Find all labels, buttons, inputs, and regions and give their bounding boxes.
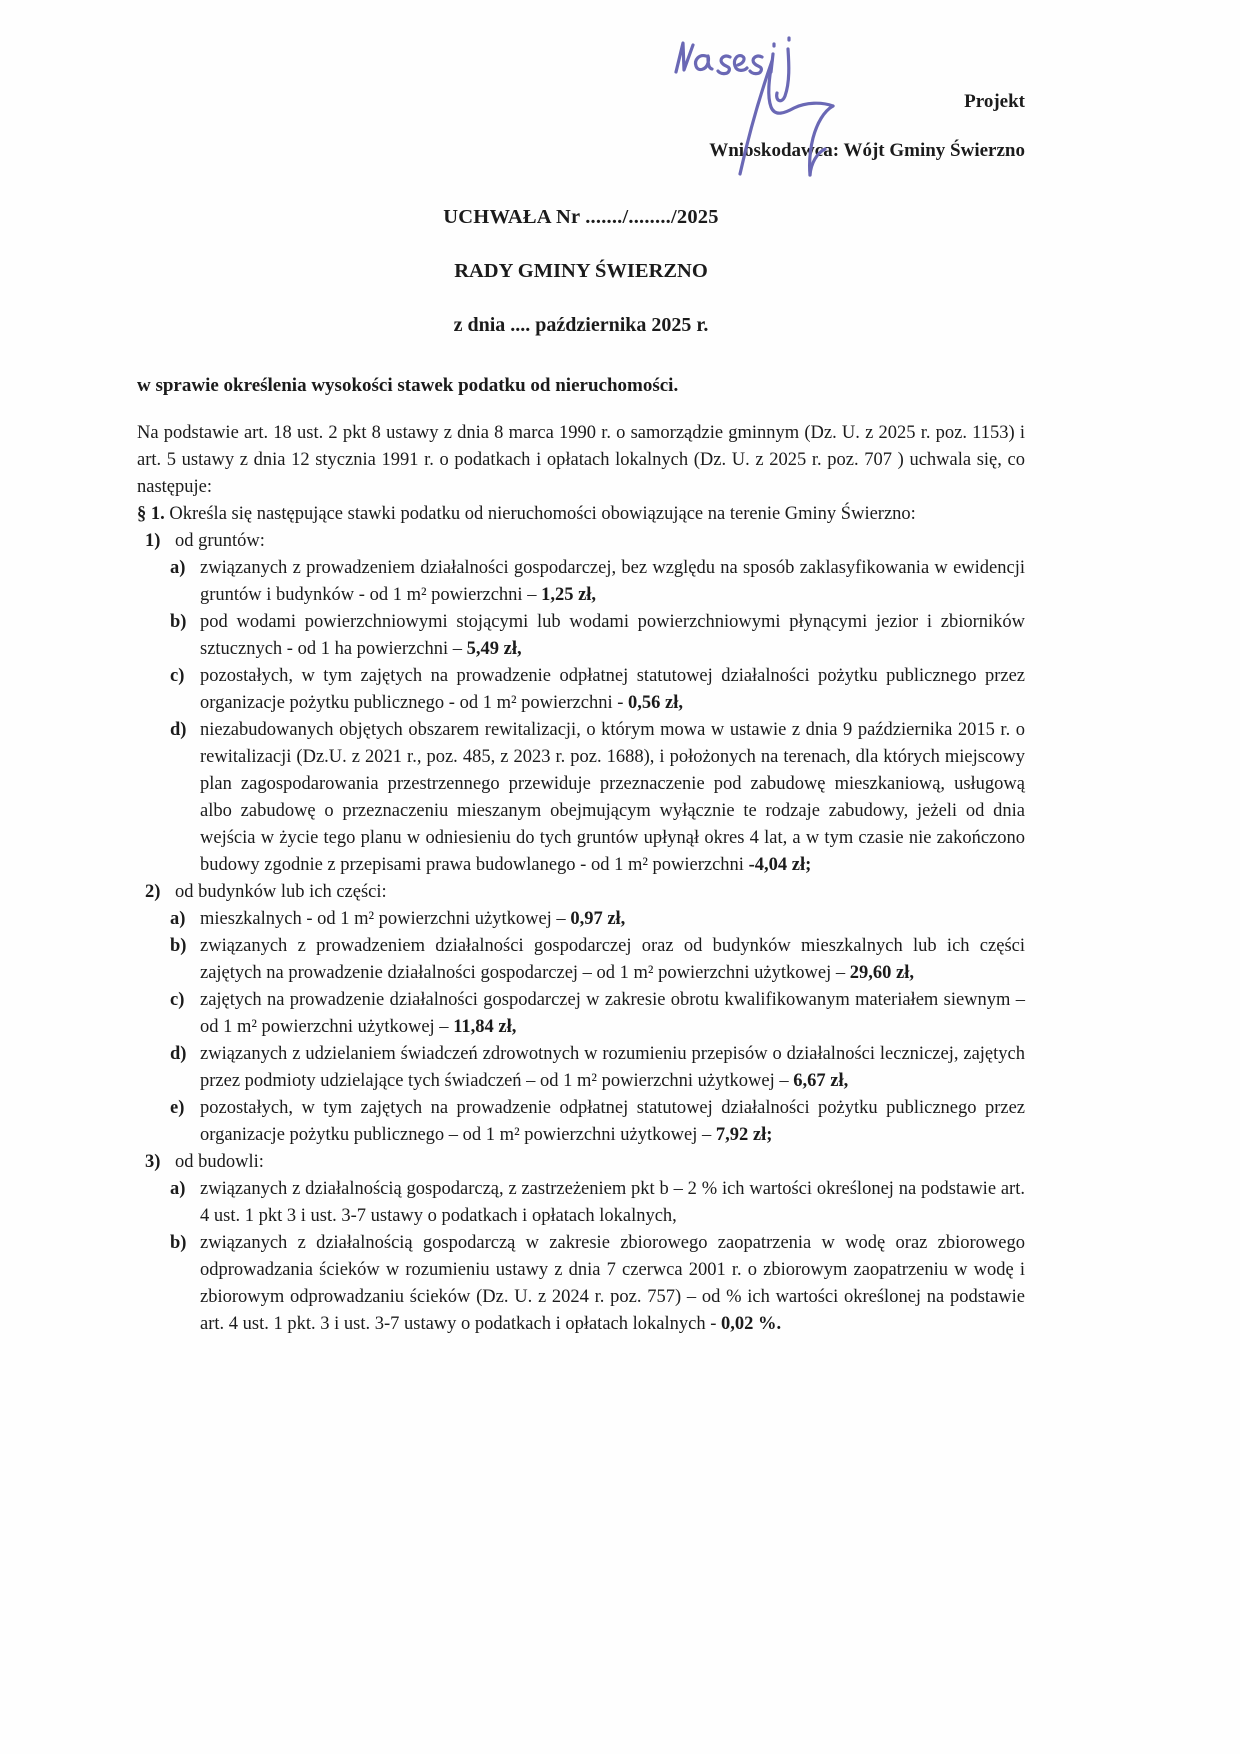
legal-basis-paragraph: Na podstawie art. 18 ust. 2 pkt 8 ustawy z dnia 8 marca 1990 r. o samorządzie gminnym (Dz. U. z 2025 r. poz. 1153) i art. 5 ustawy z dnia 12 stycznia 1991 r. o podatkach i opłatach lokalnych (Dz. U. z 2025 r. poz. 707 ) uchwala się, co następuje: <box>137 423 1025 497</box>
list-item-marker: a) <box>170 558 186 578</box>
tax-rates-list <box>137 528 1025 1338</box>
list-item-marker: b) <box>170 1233 187 1253</box>
paragraph-1-text: Określa się następujące stawki podatku od nieruchomości obowiązujące na terenie Gminy Świerzno: <box>164 504 916 524</box>
list-item-1b <box>137 609 1025 663</box>
section-3-marker: 3) <box>145 1152 161 1172</box>
list-item-rate: 29,60 zł, <box>849 963 914 983</box>
council-name-title: RADY GMINY ŚWIERZNO <box>454 260 708 282</box>
list-item-text: zajętych na prowadzenie działalności gospodarczej w zakresie obrotu kwalifikowanym materiałem siewnym – od 1 m² powierzchni użytkowej – <box>200 990 1025 1037</box>
list-item-rate: 0,02 %. <box>720 1314 782 1334</box>
list-item-marker: c) <box>170 666 185 686</box>
proposer-line: Wnioskodawca: Wójt Gminy Świerzno <box>709 140 1025 161</box>
list-item-rate: 11,84 zł, <box>453 1017 517 1037</box>
section-3-head <box>137 1149 1025 1176</box>
list-item-text: związanych z udzielaniem świadczeń zdrowotnych w rozumieniu przepisów o działalności leczniczej, zajętych przez podmioty udzielające tych świadczeń – od 1 m² powierzchni użytkowej – <box>200 1044 1025 1091</box>
list-item-2a <box>137 906 1025 933</box>
list-item-3a <box>137 1176 1025 1230</box>
list-item-rate: -4,04 zł; <box>748 855 812 875</box>
list-item-marker: b) <box>170 936 187 956</box>
list-item-3b <box>137 1230 1025 1338</box>
section-2-marker: 2) <box>145 882 161 902</box>
list-item-marker: a) <box>170 909 186 929</box>
list-item-text: związanych z prowadzeniem działalności gospodarczej oraz od budynków mieszkalnych lub ich części zajętych na prowadzenie działalności gospodarczej – od 1 m² powierzchni użytkowej – <box>200 936 1025 983</box>
list-item-2b <box>137 933 1025 987</box>
paragraph-1-marker: § 1. <box>137 504 165 524</box>
list-item-2c <box>137 987 1025 1041</box>
list-item-2d <box>137 1041 1025 1095</box>
section-3-title: od budowli: <box>175 1152 264 1172</box>
list-item-text: mieszkalnych - od 1 m² powierzchni użytkowej – <box>200 909 571 929</box>
resolution-date-title: z dnia .... października 2025 r. <box>453 314 709 336</box>
section-2-title: od budynków lub ich części: <box>175 882 387 902</box>
list-item-text: związanych z prowadzeniem działalności gospodarczej, bez względu na sposób zaklasyfikowania w ewidencji gruntów i budynków - od 1 m² powierzchni – <box>200 558 1025 605</box>
list-item-rate: 7,92 zł; <box>715 1125 773 1145</box>
resolution-number-title: UCHWAŁA Nr ......./......../2025 <box>443 206 719 228</box>
subject-line: w sprawie określenia wysokości stawek podatku od nieruchomości. <box>137 375 679 396</box>
list-item-rate: 0,97 zł, <box>570 909 626 929</box>
section-2-head <box>137 879 1025 906</box>
list-item-text: niezabudowanych objętych obszarem rewitalizacji, o którym mowa w ustawie z dnia 9 października 2015 r. o rewitalizacji (Dz.U. z 2021 r., poz. 485, z 2023 r. poz. 1688), i położonych na terenach, dla których miejscowy plan zagospodarowania przestrzennego przewiduje przeznaczenie pod zabudowę mieszkaniową, usługową albo zabudowę o przeznaczeniu mieszanym obejmującym wyłącznie te rodzaje zabudowy, jeżeli od dnia wejścia w życie tego planu w odniesieniu do tych gruntów upłynął okres 4 lat, a w tym czasie nie zakończono budowy zgodnie z przepisami prawa budowlanego - od 1 m² powierzchni <box>200 720 1025 875</box>
list-item-text: związanych z działalnością gospodarczą w zakresie zbiorowego zaopatrzenia w wodę oraz zbiorowego odprowadzania ścieków w rozumieniu ustawy z dnia 7 czerwca 2001 r. o zbiorowym zaopatrzeniu w wodę i zbiorowym odprowadzaniu ścieków (Dz. U. z 2024 r. poz. 757) – od % ich wartości określonej na podstawie art. 4 ust. 1 pkt. 3 i ust. 3-7 ustawy o podatkach i opłatach lokalnych - <box>200 1233 1025 1334</box>
list-item-text: związanych z działalnością gospodarczą, z zastrzeżeniem pkt b – 2 % ich wartości określonej na podstawie art. 4 ust. 1 pkt 3 i ust. 3-7 ustawy o podatkach i opłatach lokalnych, <box>200 1179 1025 1226</box>
list-item-marker: a) <box>170 1179 186 1199</box>
project-label: Projekt <box>964 91 1025 112</box>
list-item-marker: d) <box>170 1044 187 1064</box>
list-item-1c <box>137 663 1025 717</box>
list-item-rate: 1,25 zł, <box>541 585 597 605</box>
list-item-1d <box>137 717 1025 879</box>
list-item-rate: 0,56 zł, <box>628 693 683 713</box>
section-1-title: od gruntów: <box>175 531 265 551</box>
section-1-head <box>137 528 1025 555</box>
section-1-marker: 1) <box>145 531 161 551</box>
list-item-marker: c) <box>170 990 185 1010</box>
list-item-text: pozostałych, w tym zajętych na prowadzenie odpłatnej statutowej działalności pożytku publicznego przez organizacje pożytku publicznego – od 1 m² powierzchni użytkowej – <box>200 1098 1025 1145</box>
list-item-text: pozostałych, w tym zajętych na prowadzenie odpłatnej statutowej działalności pożytku publicznego przez organizacje pożytku publicznego - od 1 m² powierzchni - <box>200 666 1025 713</box>
list-item-2e <box>137 1095 1025 1149</box>
handwritten-note-icon <box>592 16 902 196</box>
list-item-text: pod wodami powierzchniowymi stojącymi lub wodami powierzchniowymi płynącymi jezior i zbiorników sztucznych - od 1 ha powierzchni – <box>200 612 1025 659</box>
list-item-marker: b) <box>170 612 187 632</box>
list-item-rate: 5,49 zł, <box>466 639 522 659</box>
paragraph-1 <box>137 501 1025 528</box>
list-item-marker: d) <box>170 720 187 740</box>
list-item-rate: 6,67 zł, <box>793 1071 849 1091</box>
list-item-1a <box>137 555 1025 609</box>
list-item-marker: e) <box>170 1098 185 1118</box>
